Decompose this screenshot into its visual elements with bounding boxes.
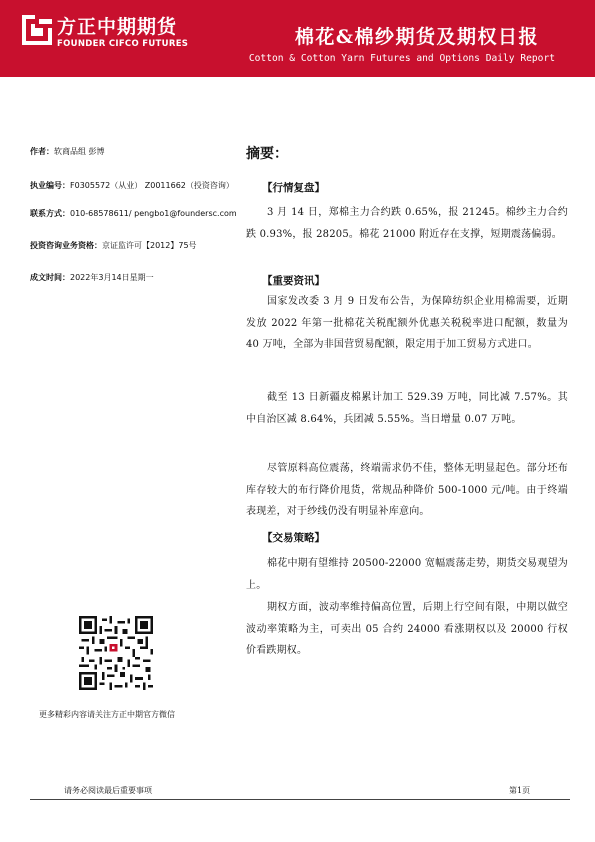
footer-disclaimer: 请务必阅读最后重要事项: [64, 786, 152, 795]
footer-divider: [30, 799, 570, 800]
qualification-line: [30, 240, 197, 251]
report-header: [0, 0, 595, 77]
qualification-value: 京证监许可【2012】75号: [102, 241, 197, 250]
date-label: 成文时间：: [30, 273, 70, 282]
paragraph-news-demand: 尽管原料高位震荡，终端需求仍不佳，整体无明显起色。部分坯布库存较大的布行降价甩货，常规品种降价 500-1000 元/吨。由于终端表现差，对于纱线仍没有明显补库意向。: [246, 463, 568, 517]
logo-text-en: FOUNDER CIFCO FUTURES: [57, 39, 189, 49]
paragraph-news-quota: 国家发改委 3 月 9 日发布公告，为保障纺织企业用棉需要，近期发放 2022 年第一批棉花关税配额外优惠关税税率进口配额，数量为 40 万吨，全部为非国营贸易配额，限定用于加工贸易方式进口。: [246, 296, 568, 350]
date-value: 2022年3月14日星期一: [70, 273, 154, 282]
paragraph-strategy-futures: 棉花中期有望维持 20500-22000 宽幅震荡走势，期货交易观望为上。: [246, 558, 568, 591]
section-heading-market-review: 【行情复盘】: [262, 182, 325, 194]
qr-caption: 更多精彩内容请关注方正中期官方微信: [39, 710, 175, 719]
paragraph-strategy-options: 期权方面，波动率维持偏高位置，后期上行空间有限，中期以做空波动率策略为主，可卖出 05 合约 24000 看涨期权以及 20000 行权价看跌期权。: [246, 602, 568, 656]
license-label: 执业编号：: [30, 181, 70, 190]
author-label: 作者：: [30, 147, 54, 156]
date-line: [30, 272, 154, 283]
contact-line: [30, 208, 237, 219]
author-value: 软商品组 彭博: [54, 147, 105, 156]
report-title: 棉花&棉纱期货及期权日报: [294, 26, 539, 48]
contact-value: 010-68578611/ pengbo1@foundersc.com: [70, 209, 237, 218]
paragraph-market-review: 3 月 14 日，郑棉主力合约跌 0.65%，报 21245。棉纱主力合约跌 0.93%，报 28205。棉花 21000 附近存在支撑，短期震荡偏弱。: [246, 207, 568, 240]
wechat-qr-code: [79, 616, 153, 690]
section-heading-key-news: 【重要资讯】: [262, 275, 325, 287]
qualification-label: 投资咨询业务资格：: [30, 241, 102, 250]
contact-label: 联系方式：: [30, 209, 70, 218]
founder-logo-icon: [22, 15, 52, 45]
report-subtitle: Cotton & Cotton Yarn Futures and Options Daily Report: [248, 53, 555, 64]
logo-text-cn: 方正中期期货: [57, 16, 178, 38]
paragraph-news-processing: 截至 13 日新疆皮棉累计加工 529.39 万吨，同比减 7.57%。其中自治区减 8.64%，兵团减 5.55%。当日增量 0.07 万吨。: [246, 392, 568, 425]
abstract-title: 摘要：: [246, 146, 288, 162]
license-line: [30, 180, 234, 191]
section-heading-strategy: 【交易策略】: [262, 532, 325, 544]
license-value: F0305572（从业） Z0011662（投资咨询）: [70, 181, 234, 190]
page-number: 第1页: [509, 786, 531, 795]
author-line: [30, 146, 105, 157]
